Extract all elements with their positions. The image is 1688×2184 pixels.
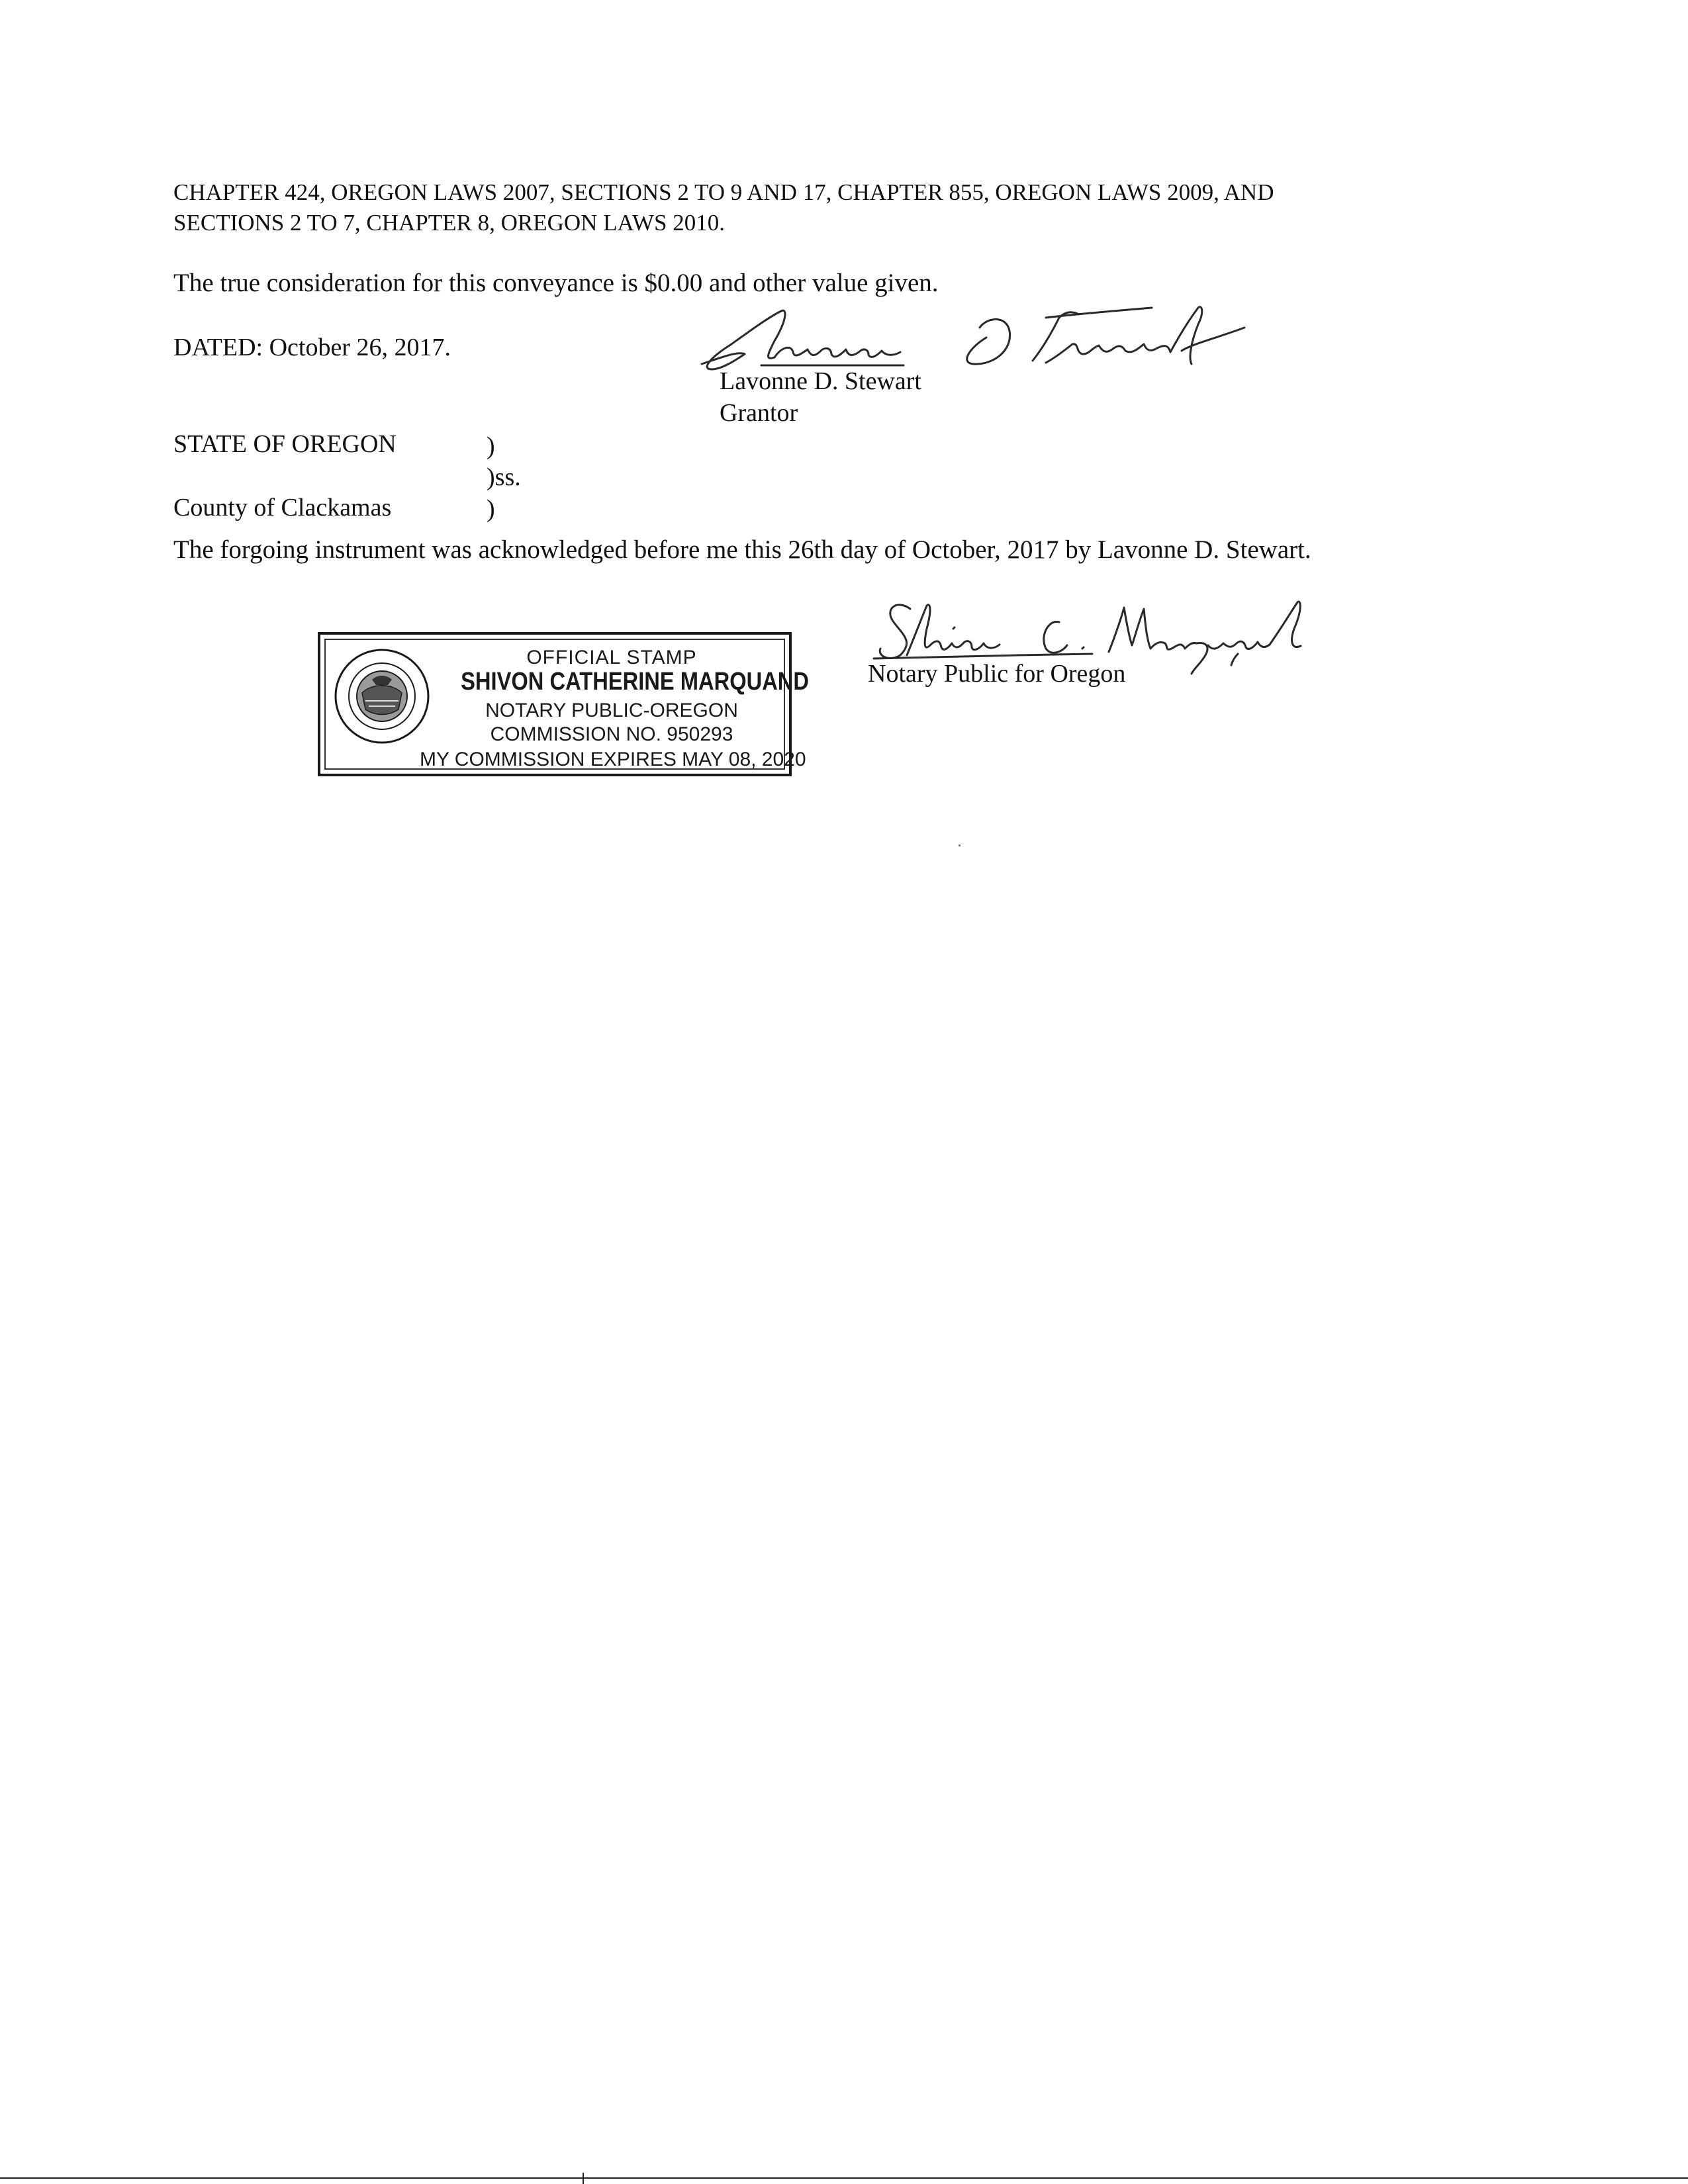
notary-role: Notary Public for Oregon [868, 660, 1126, 688]
stamp-office: NOTARY PUBLIC-OREGON [485, 700, 738, 721]
stamp-title: OFFICIAL STAMP [526, 647, 697, 668]
venue-paren-bottom: ) [487, 495, 495, 523]
legal-citation-header [173, 177, 1274, 238]
grantor-name: Lavonne D. Stewart [720, 367, 921, 395]
venue-paren-top: ) [487, 432, 495, 460]
acknowledgment-statement: The forgoing instrument was acknowledged before me this 26th day of October, 2017 by Lavonne D. Stewart. [173, 535, 1311, 564]
scan-speck [959, 844, 961, 846]
stamp-notary-name: SHIVON CATHERINE MARQUAND [461, 668, 810, 696]
notary-stamp [318, 632, 810, 776]
legal-citation-line-2: SECTIONS 2 TO 7, CHAPTER 8, OREGON LAWS 2010. [173, 209, 726, 236]
stamp-expiration: MY COMMISSION EXPIRES MAY 08, 2020 [420, 749, 806, 770]
venue-state: STATE OF OREGON [173, 430, 397, 458]
venue-county: County of Clackamas [173, 494, 392, 522]
consideration-statement: The true consideration for this conveyance is $0.00 and other value given. [173, 269, 939, 297]
grantor-role: Grantor [720, 399, 798, 427]
state-seal-icon [332, 647, 432, 746]
dated-line: DATED: October 26, 2017. [173, 334, 451, 361]
footer-rule [0, 2177, 1688, 2179]
stamp-commission-number: COMMISSION NO. 950293 [490, 723, 733, 745]
venue-ss: )ss. [487, 463, 521, 491]
footer-tick [583, 2173, 584, 2184]
legal-citation-line-1: CHAPTER 424, OREGON LAWS 2007, SECTIONS 2 TO 9 AND 17, CHAPTER 855, OREGON LAWS 2009, AND [173, 179, 1274, 205]
